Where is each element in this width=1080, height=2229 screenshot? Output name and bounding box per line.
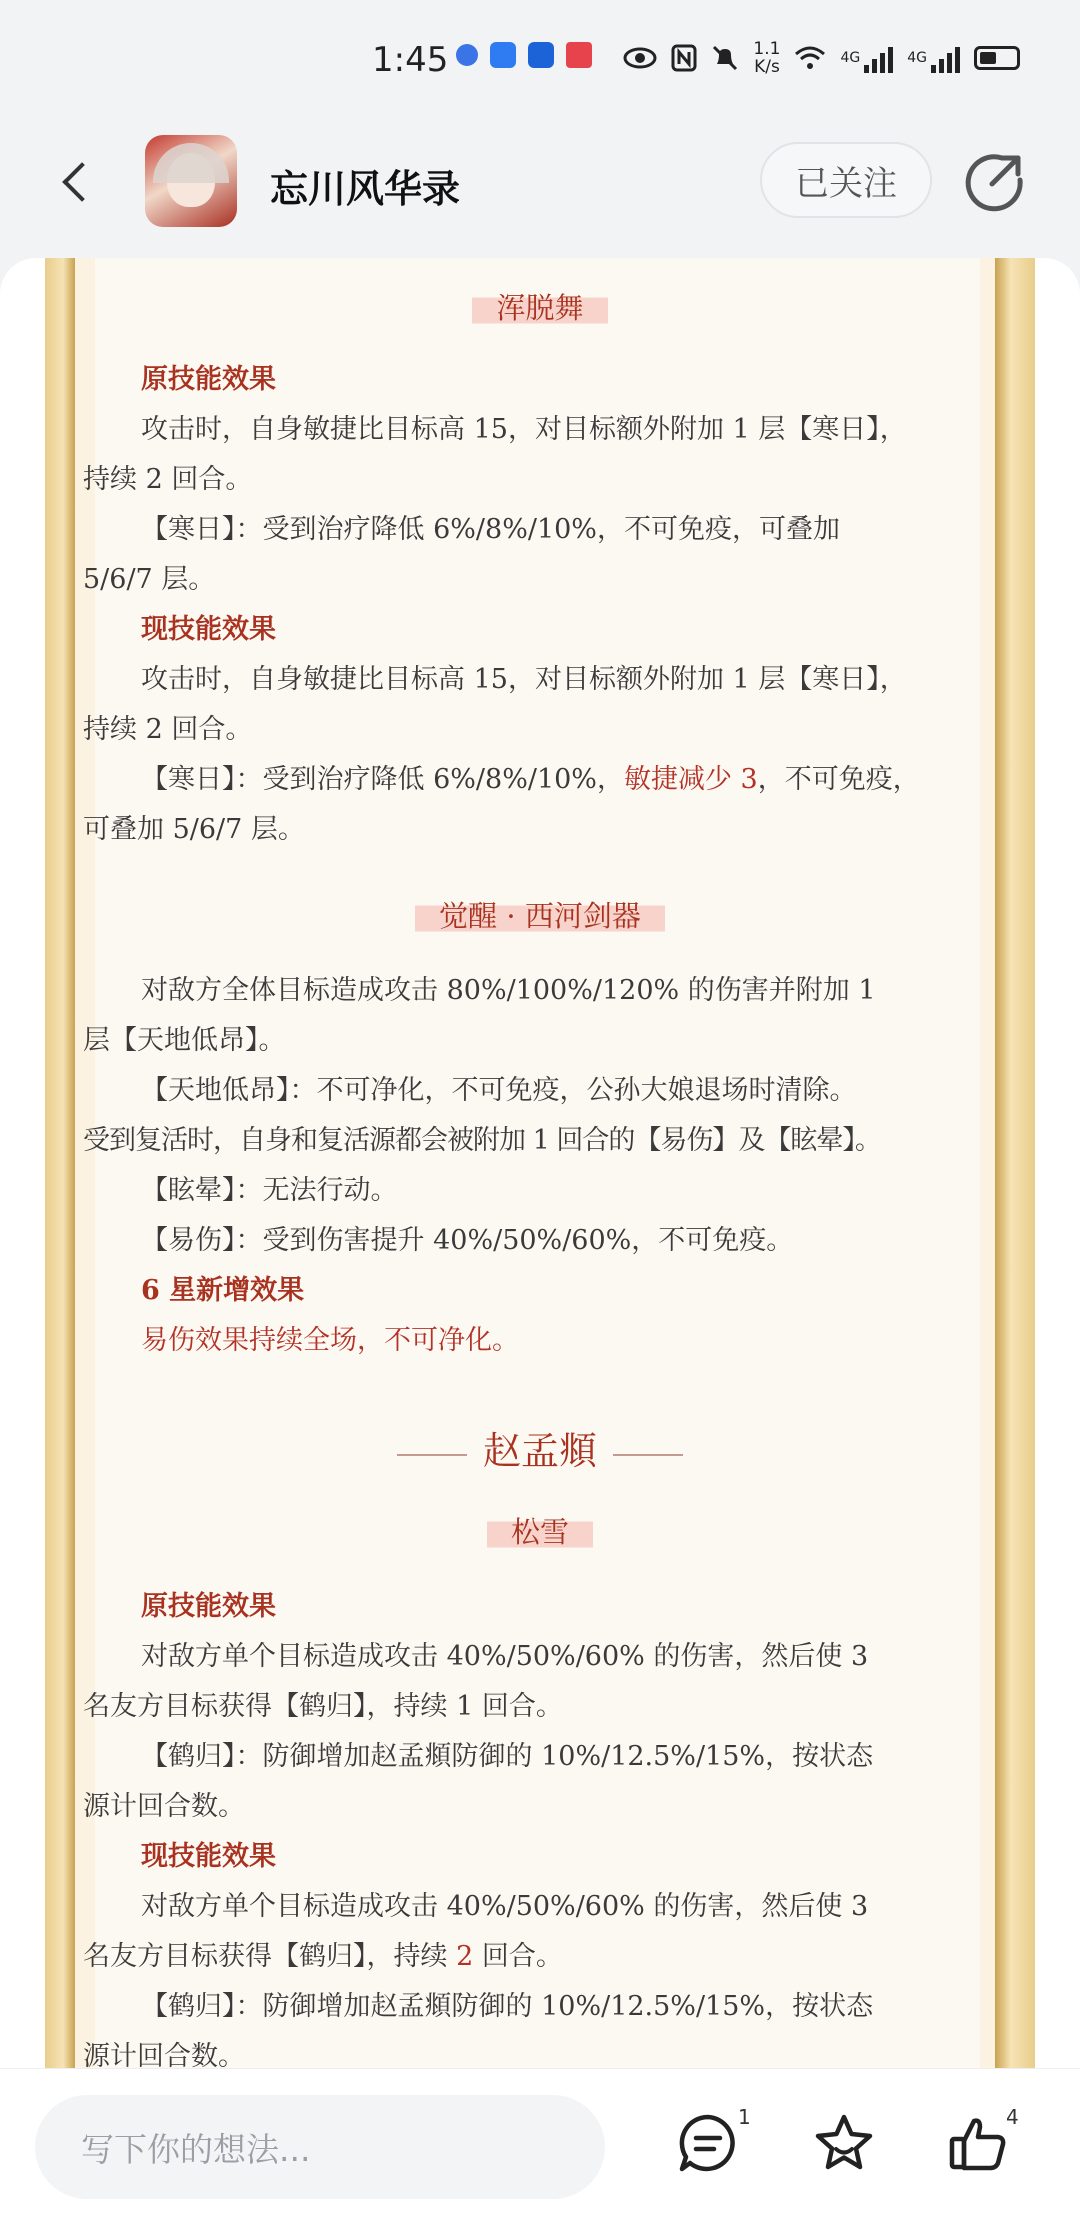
text-line: 可叠加 5/6/7 层。 bbox=[83, 814, 305, 845]
text-line: 对敌方全体目标造成攻击 80%/100%/120% 的伤害并附加 1 bbox=[141, 975, 876, 1006]
character-title: 赵孟頫 bbox=[0, 1420, 1080, 1475]
favorite-button[interactable] bbox=[812, 2111, 876, 2175]
text-line: 【天地低昂】：不可净化，不可免疫，公孙大娘退场时清除。 bbox=[141, 1075, 857, 1106]
battery-icon bbox=[974, 46, 1020, 70]
like-button[interactable] bbox=[946, 2111, 1010, 2175]
text-line: 层【天地低昂】。 bbox=[83, 1025, 286, 1056]
comment-count: 1 bbox=[738, 2105, 751, 2129]
highlight-text: 敏捷减少 3 bbox=[623, 764, 758, 795]
thumbs-up-icon bbox=[946, 2111, 1010, 2175]
comment-button[interactable] bbox=[676, 2111, 740, 2175]
text-line: 名友方目标获得【鹤归】，持续 1 回合。 bbox=[83, 1691, 563, 1722]
text-line: 攻击时，自身敏捷比目标高 15，对目标额外附加 1 层【寒日】， bbox=[141, 664, 907, 695]
text-line: 对敌方单个目标造成攻击 40%/50%/60% 的伤害，然后使 3 bbox=[141, 1891, 869, 1922]
network-type-label: 4G bbox=[840, 50, 861, 66]
text-line: 源计回合数。 bbox=[83, 2041, 245, 2068]
status-time: 1:45 bbox=[372, 40, 449, 80]
star-icon bbox=[812, 2111, 876, 2175]
skill-tag-awaken: 觉醒 · 西河剑器 bbox=[0, 892, 1080, 937]
app-notification-icon bbox=[456, 44, 478, 66]
text-line: 【鹤归】：防御增加赵孟頫防御的 10%/12.5%/15%，按状态 bbox=[141, 1991, 874, 2022]
original-effect-heading: 原技能效果 bbox=[141, 364, 276, 395]
back-button[interactable] bbox=[50, 152, 110, 212]
skill-tag-hunto: 浑脱舞 bbox=[0, 284, 1080, 329]
current-effect-heading-2: 现技能效果 bbox=[141, 1841, 276, 1872]
skill-tag-songxue: 松雪 bbox=[0, 1508, 1080, 1553]
channel-title[interactable]: 忘川风华录 bbox=[270, 167, 461, 211]
text-line: 对敌方单个目标造成攻击 40%/50%/60% 的伤害，然后使 3 bbox=[141, 1641, 869, 1672]
nfc-icon bbox=[671, 44, 697, 72]
text-line: 名友方目标获得【鹤归】，持续 2 回合。 bbox=[83, 1941, 563, 1972]
share-icon bbox=[962, 150, 1026, 214]
channel-header bbox=[0, 130, 1080, 240]
text-line: 【寒日】：受到治疗降低 6%/8%/10%，不可免疫，可叠加 bbox=[141, 514, 840, 545]
text-line: 【眩晕】：无法行动。 bbox=[141, 1175, 398, 1206]
six-star-text: 易伤效果持续全场，不可净化。 bbox=[141, 1325, 519, 1356]
text-line: 5/6/7 层。 bbox=[83, 564, 216, 595]
signal-icon bbox=[864, 43, 893, 73]
text-line: 【易伤】：受到伤害提升 40%/50%/60%，不可免疫。 bbox=[141, 1225, 794, 1256]
app-store-icon bbox=[528, 42, 554, 68]
status-notification-icons bbox=[456, 42, 592, 68]
like-count: 4 bbox=[1006, 2105, 1019, 2129]
text-line: 持续 2 回合。 bbox=[83, 714, 253, 745]
current-effect-heading: 现技能效果 bbox=[141, 614, 276, 645]
follow-button[interactable]: 已关注 bbox=[760, 142, 932, 218]
original-effect-heading-2: 原技能效果 bbox=[141, 1591, 276, 1622]
text-line: 受到复活时，自身和复活源都会被附加 1 回合的【易伤】及【眩晕】。 bbox=[83, 1125, 881, 1156]
text-line: 【寒日】：受到治疗降低 6%/8%/10%，敏捷减少 3，不可免疫， bbox=[141, 764, 920, 795]
gift-icon bbox=[566, 42, 592, 68]
share-button[interactable] bbox=[962, 150, 1026, 214]
post-content[interactable] bbox=[0, 258, 1080, 2068]
comment-input[interactable]: 写下你的想法... bbox=[35, 2095, 605, 2199]
six-star-heading: 6 星新增效果 bbox=[141, 1275, 305, 1306]
text-line: 【鹤归】：防御增加赵孟頫防御的 10%/12.5%/15%，按状态 bbox=[141, 1741, 874, 1772]
net-speed: 1.1 K/s bbox=[753, 39, 781, 77]
cloud-icon bbox=[490, 42, 516, 68]
text-line: 攻击时，自身敏捷比目标高 15，对目标额外附加 1 层【寒日】， bbox=[141, 414, 907, 445]
bottom-action-bar bbox=[0, 2068, 1080, 2229]
wifi-icon bbox=[794, 45, 826, 71]
comment-icon bbox=[676, 2111, 740, 2175]
status-bar bbox=[0, 0, 1080, 130]
mute-bell-icon bbox=[711, 44, 739, 72]
status-system-icons bbox=[623, 40, 1020, 76]
text-line: 源计回合数。 bbox=[83, 1791, 245, 1822]
network-type-label-2: 4G bbox=[907, 50, 927, 66]
eye-icon bbox=[623, 47, 657, 69]
text-line: 持续 2 回合。 bbox=[83, 464, 253, 495]
channel-avatar[interactable] bbox=[145, 135, 237, 227]
highlight-text: 2 bbox=[456, 1941, 474, 1972]
signal-icon-2 bbox=[931, 43, 960, 73]
